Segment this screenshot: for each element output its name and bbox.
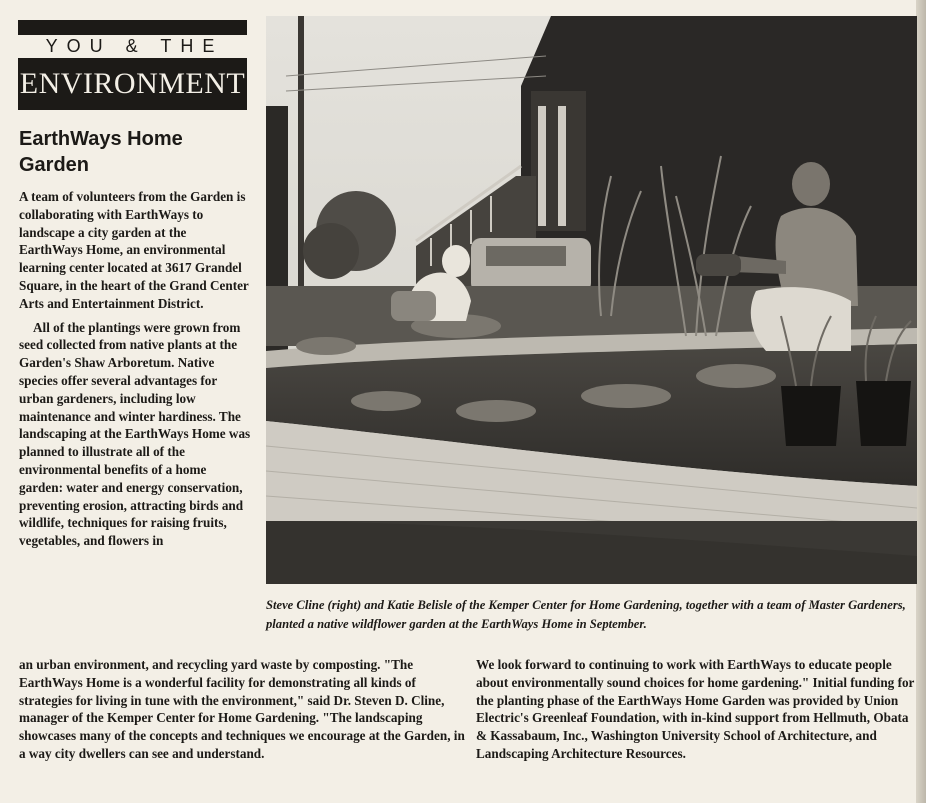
article-column-bottom-left: an urban environment, and recycling yard waste by composting. "The EarthWays Home is a wonderful facility for demonstrating all kinds of strategies for living in tune with the environment," said Dr. Steven D. Cline, manager of the Kemper Center for Home Gardening. "The landscaping showcases many of the concepts and techniques we encourage at the Garden, in a way city dwellers can see and understand. [19, 657, 465, 761]
article-column-bottom-right: We look forward to continuing to work with EarthWays to educate people about environmentally sound choices for home gardening." Initial funding for the planting phase of the EarthWays Home Garden was provided by Union Electric's Greenleaf Foundation, with in-kind support from Hellmuth, Obata & Kassabaum, Inc., Washington University School of Architecture, and Landscaping Architecture Resources. [476, 657, 915, 761]
article-column-left [19, 188, 251, 550]
section-header [18, 20, 247, 110]
header-rule [18, 20, 247, 35]
photo-caption: Steve Cline (right) and Katie Belisle of the Kemper Center for Home Gardening, together with a team of Master Gardeners, planted a native wildflower garden at the EarthWays Home in September. [266, 598, 906, 631]
header-kicker: YOU & THE [45, 36, 224, 56]
header-title: ENVIRONMENT [18, 58, 247, 110]
article-title: EarthWays Home Garden [19, 128, 183, 176]
garden-photo [266, 16, 917, 584]
article-paragraph-1: A team of volunteers from the Garden is collaborating with EarthWays to landscape a city garden at the EarthWays Home, an environmental learning center located at 3617 Grandel Square, in the heart of the Grand Center Arts and Entertainment District. [19, 189, 249, 311]
article-paragraph-2: All of the plantings were grown from seed collected from native plants at the Garden's Shaw Arboretum. Native species offer several advantages for urban gardeners, including low maintenance and winter hardiness. The landscaping at the EarthWays Home was planned to illustrate all of the environmental benefits of a home garden: water and energy conservation, preventing erosion, attracting birds and wildlife, techniques for raising fruits, vegetables, and flowers in [19, 319, 251, 549]
